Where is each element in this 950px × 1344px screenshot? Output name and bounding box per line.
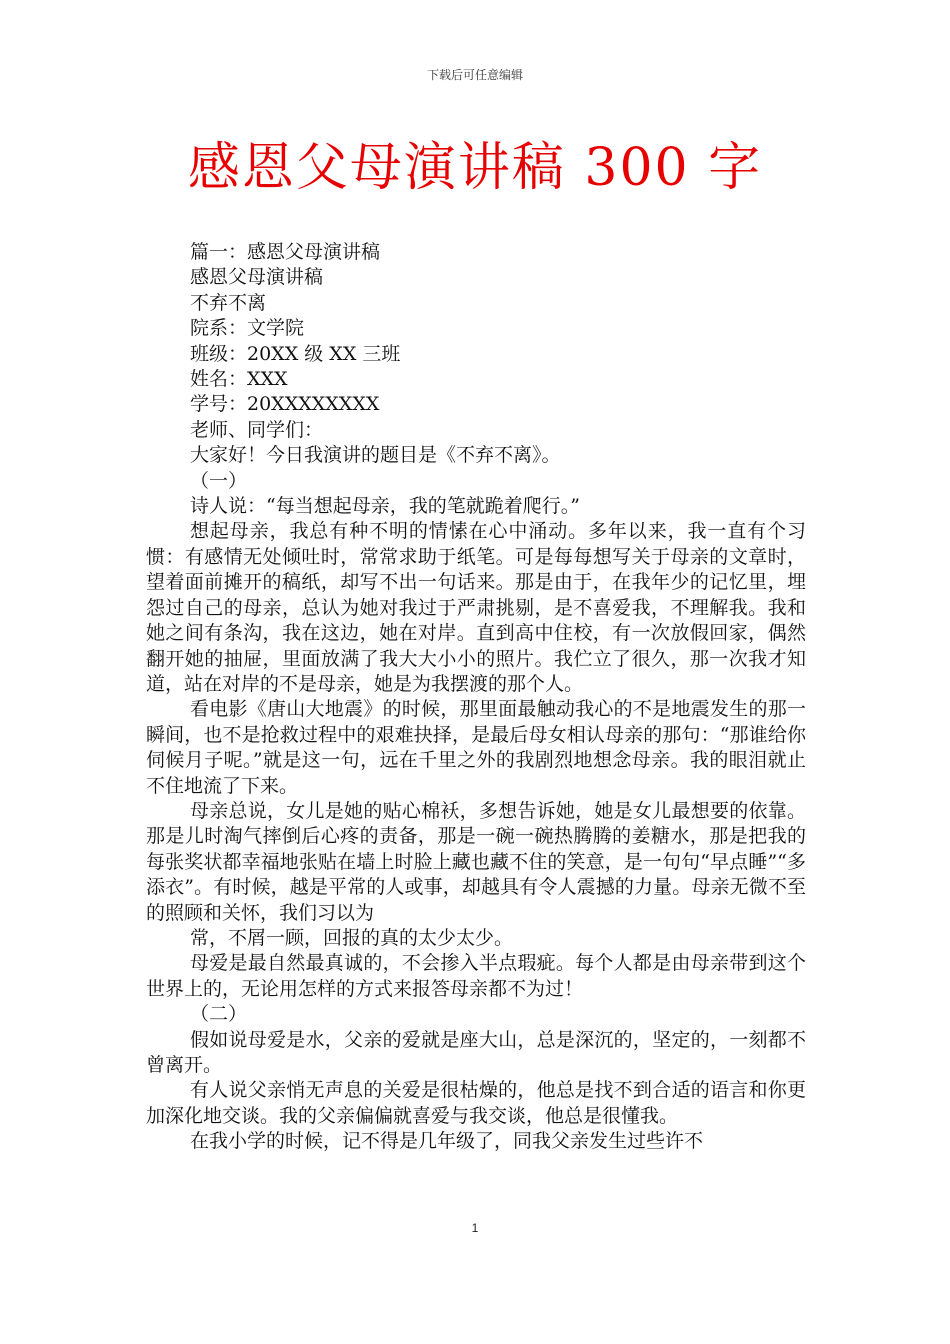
paragraph: 假如说母爱是水，父亲的爱就是座大山，总是深沉的，坚定的，一刻都不曾离开。 [146,1028,806,1076]
meta-line-subtitle: 感恩父母演讲稿 [190,266,324,289]
meta-line-name: 姓名：XXX [190,368,288,391]
meta-line-student-id: 学号：20XXXXXXXX [190,393,380,416]
page-number: 1 [471,1221,479,1235]
meta-line-speech-title: 不弃不离 [190,291,267,314]
meta-line-class: 班级：20XX 级 XX 三班 [190,342,401,365]
section-heading-one: （一） [190,469,248,492]
document-body [146,240,806,1155]
meta-line-department: 院系：文学院 [190,317,305,340]
paragraph: 常，不屑一顾，回报的真的太少太少。 [190,926,514,949]
paragraph: 诗人说：“每当想起母亲，我的笔就跪着爬行。” [190,495,580,518]
section-heading-two: （二） [190,1003,248,1026]
paragraph: 看电影《唐山大地震》的时候，那里面最触动我心的不是地震发生的那一瞬间，也不是抢救过程中的艰难抉择，是最后母女相认母亲的那句：“那谁给你伺候月子呢。”就是这一句，远在千里之外的我剧烈地想念母亲。我的眼泪就止不住地流了下来。 [146,698,806,797]
header-note: 下载后可任意编辑 [426,68,523,82]
paragraph: 在我小学的时候，记不得是几年级了，同我父亲发生过些许不 [190,1130,704,1153]
meta-line-article: 篇一：感恩父母演讲稿 [190,241,381,263]
paragraph: 有人说父亲悄无声息的关爱是很枯燥的，他总是找不到合适的语言和你更加深化地交谈。我的父亲偏偏就喜爱与我交谈，他总是很懂我。 [146,1079,806,1127]
meta-line-greeting: 老师、同学们： [190,418,324,441]
meta-line-intro: 大家好！今日我演讲的题目是《不弃不离》。 [190,444,561,467]
document-title: 感恩父母演讲稿 300 字 [187,138,763,198]
paragraph: 母爱是最自然最真诚的，不会掺入半点瑕疵。每个人都是由母亲带到这个世界上的，无论用怎样的方式来报答母亲都不为过！ [146,952,806,1000]
paragraph: 想起母亲，我总有种不明的情愫在心中涌动。多年以来，我一直有个习惯：有感情无处倾吐时，常常求助于纸笔。可是每每想写关于母亲的文章时，望着面前摊开的稿纸，却写不出一句话来。那是由于，在我年少的记忆里，埋怨过自己的母亲，总认为她对我过于严肃挑剔，是不喜爱我，不理解我。我和她之间有条沟，我在这边，她在对岸。直到高中住校，有一次放假回家，偶然翻开她的抽屉，里面放满了我大大小小的照片。我伫立了很久，那一次我才知道，站在对岸的不是母亲，她是为我摆渡的那个人。 [146,520,806,695]
paragraph: 母亲总说，女儿是她的贴心棉袄，多想告诉她，她是女儿最想要的依靠。那是儿时淘气摔倒后心疼的责备，那是一碗一碗热腾腾的姜糖水，那是把我的每张奖状都幸福地张贴在墙上时脸上藏也藏不住的笑意，是一句句“早点睡”“多添衣”。有时候，越是平常的人或事，却越具有令人震撼的力量。母亲无微不至的照顾和关怀，我们习以为 [146,799,806,924]
